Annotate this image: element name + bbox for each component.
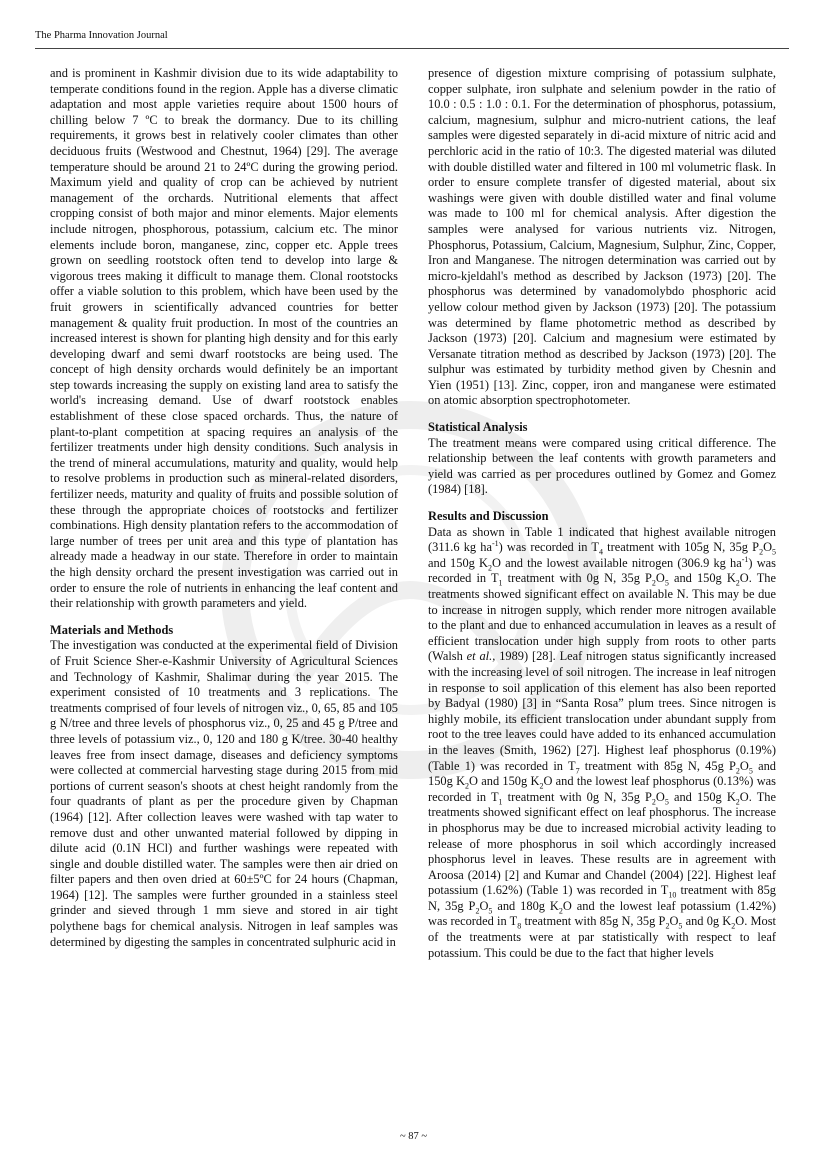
results-heading: Results and Discussion	[428, 509, 549, 524]
header-rule	[35, 48, 789, 49]
left-column	[50, 66, 398, 950]
journal-name: The Pharma Innovation Journal	[35, 30, 168, 41]
page-number: ~ 87 ~	[399, 1131, 428, 1142]
methods-heading: Materials and Methods	[50, 622, 174, 637]
intro-paragraph: and is prominent in Kashmir division due to its wide adaptability to temperate conditions found in the region. Apple has a diverse climatic adaptation and most apple varieties require about 1500 hours of chilling below 7 ºC to break the dormancy. Due to its chilling requirements, it grows best in relatively cooler climates than other deciduous fruits (Westwood and Chestnut, 1964) [29]. The average temperature should be around 21 to 24ºC during the growing period. Maximum yield and quality of crop can be achieved by nutrient management of the orchards. Nutritional elements that affect cropping consist of both major and minor elements. Major elements include nitrogen, phosphorous, potassium, calcium etc. The minor elements include boron, manganese, zinc, copper etc. Apple trees grown on seedling rootstock often tend to develop into large & vigorous trees making it difficult to manage them. Clonal rootstocks offer a viable solution to this problem, which have been used by the fruit growers in scientifically advanced countries for better management & quality fruit production. In most of the countries an increased interest is shown for planting high density and for this early developing dwarf and semi dwarf rootstocks are being used. The concept of high density orchards would definitely be an important step towards increasing the supply on existing land area to satisfy the world's increasing demand. Use of dwarf rootstock enables establishment of these close spaced orchards. Thus, the nature of plant-to-plant competition at spacing requires an analysis of the fertilizer treatments under high density conditions. Such analysis in the trend of mineral accumulations, maturity and quality, would help to resolve problems in production such as mineral-related disorders, fertilizer needs, maturity and quality of fruits and possible solution of these through the appropriate choices of rootstocks and fertilizer combinations. High density plantation refers to the accommodation of large number of trees per unit area and this type of plantation has already made a headway in our state. Therefore in order to maintain the high density orchard the present investigation was carried out in order to ensure the role of nutrients in enhancing the leaf content and their relationship with growth parameters and yield.	[50, 66, 398, 611]
statistics-heading: Statistical Analysis	[428, 420, 528, 435]
statistics-paragraph: The treatment means were compared using critical difference. The relationship between the leaf contents with growth parameters and yield was carried as per procedures outlined by Gomez and Gomez (1984) [18].	[428, 435, 776, 497]
methods-paragraph: The investigation was conducted at the experimental field of Division of Fruit Science Sher-e-Kashmir University of Agricultural Sciences and Technology of Kashmir, Shalimar during the year 2015. The experiment consisted of 10 treatments and 3 replications. The treatments comprised of four levels of nitrogen viz., 0, 65, 85 and 105 g N/tree and three levels of phosphorus viz., 0, 25 and 45 g P/tree and three levels of potassium viz., 0, 120 and 180 g K/tree. 30-40 healthy leaves free from insect damage, diseases and deficiency symptoms were collected at commercial harvesting stage during 2015 from mid portions of current season's shoots at chest height randomly from the four quadrants of plant as per the procedure given by Chapman (1964) [12]. After collection leaves were washed with tap water to remove dust and other unwanted material followed by dipping in dilute acid (0.1N HCl) and further washings were repeated with single and double distilled water. The samples were then air dried on filter papers and then oven dried at 60±5ºC for 24 hours (Chapman, 1964) [12]. The samples were further grounded in a stainless steel grinder and sieved through 1 mm sieve and stored in air tight polythene bags for chemical analysis. Nitrogen in leaf samples was determined by digesting the samples in concentrated sulphuric acid in	[50, 638, 398, 949]
digestion-paragraph: presence of digestion mixture comprising of potassium sulphate, copper sulphate, iron sulphate and selenium powder in the ratio of 10.0 : 0.5 : 1.0 : 0.1. For the determination of phosphorus, potassium, calcium, magnesium, sulphur and micro-nutrient cations, the leaf samples were digested separately in di-acid mixture of nitric acid and perchloric acid in the ratio of 10:3. The digested material was diluted with double distilled water and filtered in 100 ml volumetric flask. In order to ensure complete transfer of digested material, about six washings were given with double distilled water and final volume was made to 100 ml for chemical analysis. After digestion the samples were analysed for various nutrients viz. Nitrogen, Phosphorus, Potassium, Calcium, Magnesium, Sulphur, Zinc, Copper, Iron and Manganese. The nitrogen determination was carried out by micro-kjeldahl's method as described by Jackson (1973) [20]. The phosphorus was determined by vanadomolybdo phosphoric acid yellow colour method given by Jackson (1973) [20]. The potassium was determined by flame photometric method as described by Jackson (1973) [20]. Calcium and magnesium were estimated by Versanate titration method as described by Jackson (1973) [20]. The sulphur was estimated by turbidity method given by Chesnin and Yien (1951) [13]. Zinc, copper, iron and manganese were estimated on atomic absorption spectrophotometer.	[428, 66, 776, 408]
results-paragraph: Data as shown in Table 1 indicated that highest available nitrogen (311.6 kg $ha^{-1}$) was recorded in $T_4$ treatment with 105g N, 35g $P_2O_5$ and 150g $K_2O$ and the lowest available nitrogen (306.9 kg $ha^{-1}$) was recorded in $T_1$ treatment with 0g N, 35g $P_2O_5$ and 150g $K_2O$. The treatments showed significant effect on available N. This may be due to increase in nitrogen supply, which render more nitrogen available to the plant and due to enhanced accumulation in leaves as a result of efficient translocation under high supply from roots to other parts (Walsh et al., 1989) [28]. Leaf nitrogen status significantly increased with the increasing level of soil nitrogen. The increase in leaf nitrogen in response to soil application of this element has also been reported by Badyal (1980) [3] in “Santa Rosa” plum trees. Since nitrogen is highly mobile, its efficient translocation under abundant supply from root to the tree leaves could have added to its enhanced accumulation in the leaves (Smith, 1962) [27]. Highest leaf phosphorus (0.19%) (Table 1) was recorded in $T_7$ treatment with 85g N, 45g $P_2O_5$ and 150g $K_2O$ and 150g $K_2O$ and the lowest leaf phosphorus (0.13%) was recorded in $T_1$ treatment with 0g N, 35g $P_2O_5$ and 150g $K_2O$. The treatments showed significant effect on leaf phosphorus. The increase in phosphorus may be due to increased microbial activity leading to release of more phosphorus in soil which accordingly increased phosphorus level in leaves. These results are in agreement with Aroosa (2014) [2] and Kumar and Chandel (2004) [22]. Highest leaf potassium (1.62%) (Table 1) was recorded in $T_{10}$ treatment with 85g N, 35g $P_2O_5$ and 180g $K_2O$ and the lowest leaf potassium (1.42%) was recorded in $T_8$ treatment with 85g N, 35g $P_2O_5$ and 0g $K_2O$. Most of the treatments were at par statistically with respect to leaf potassium. This could be due to the fact that higher levels	[428, 524, 777, 960]
right-column	[428, 66, 776, 961]
